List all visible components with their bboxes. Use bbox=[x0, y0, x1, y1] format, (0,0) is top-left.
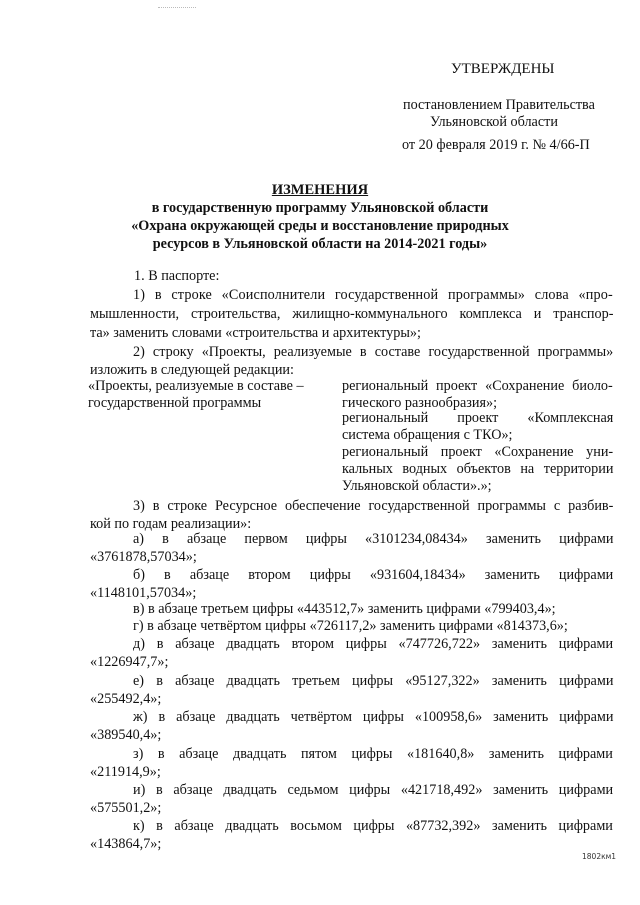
item-v: в) в абзаце третьем цифры «443512,7» заменить цифрами «799403,4»; bbox=[133, 601, 556, 617]
table-right-line-1: региональный проект «Сохранение биоло- bbox=[342, 378, 613, 394]
item-a-cont: «3761878,57034»; bbox=[90, 549, 197, 565]
heading-title: ИЗМЕНЕНИЯ bbox=[271, 182, 369, 198]
item-z-cont: «211914,9»; bbox=[90, 764, 161, 780]
item-z: з) в абзаце двадцать пятом цифры «181640,8» заменить цифрами bbox=[133, 746, 613, 762]
approval-title: УТВЕРЖДЕНЫ bbox=[451, 61, 555, 77]
item-g: г) в абзаце четвёртом цифры «726117,2» заменить цифрами «814373,6»; bbox=[133, 618, 568, 634]
paragraph-2-line-1: 2) строку «Проекты, реализуемые в составе государственной программы» bbox=[133, 344, 614, 360]
table-right-line-6: кальных водных объектов на территории bbox=[342, 461, 614, 477]
approval-line-3: от 20 февраля 2019 г. № 4/66-П bbox=[402, 137, 590, 153]
paragraph-1-line-1: 1) в строке «Соисполнители государственной программы» слова «про- bbox=[133, 287, 613, 303]
table-right-line-4: система обращения с ТКО»; bbox=[342, 427, 513, 443]
item-i-cont: «575501,2»; bbox=[90, 800, 162, 816]
paragraph-3-line-1: 3) в строке Ресурсное обеспечение государственной программы с разбив- bbox=[133, 498, 614, 514]
heading-line-2: «Охрана окружающей среды и восстановление природных bbox=[131, 218, 509, 234]
footer-code: 1802км1 bbox=[582, 852, 617, 861]
item-b-cont: «1148101,57034»; bbox=[90, 585, 197, 601]
item-d: д) в абзаце двадцать втором цифры «747726,722» заменить цифрами bbox=[133, 636, 614, 652]
paragraph-2-line-2: изложить в следующей редакции: bbox=[90, 362, 294, 378]
table-right-line-3 bbox=[342, 409, 613, 427]
table-right-line-2: гического разнообразия»; bbox=[342, 395, 498, 411]
item-k: к) в абзаце двадцать восьмом цифры «87732,392» заменить цифрами bbox=[133, 818, 613, 834]
item-zh-cont: «389540,4»; bbox=[90, 727, 162, 743]
paragraph-1-line-2: мышленности, строительства, жилищно-коммунального комплекса и транспор- bbox=[90, 306, 614, 322]
item-e: е) в абзаце двадцать третьем цифры «95127,322» заменить цифрами bbox=[133, 673, 614, 689]
paragraph-1-line-3: та» заменить словами «строительства и архитектуры»; bbox=[90, 325, 421, 341]
heading-line-3: ресурсов в Ульяновской области на 2014-2021 годы» bbox=[152, 236, 488, 252]
paragraph-3-line-2: кой по годам реализации»: bbox=[90, 516, 252, 532]
item-i: и) в абзаце двадцать седьмом цифры «421718,492» заменить цифрами bbox=[133, 782, 614, 798]
approval-line-1: постановлением Правительства bbox=[403, 97, 595, 113]
item-e-cont: «255492,4»; bbox=[90, 691, 162, 707]
table-right-line-7: Ульяновской области».»; bbox=[342, 478, 492, 494]
item-b: б) в абзаце втором цифры «931604,18434» заменить цифрами bbox=[133, 567, 614, 583]
table-left-line-2: государственной программы bbox=[88, 395, 262, 411]
item-k-cont: «143864,7»; bbox=[90, 836, 162, 852]
item-zh: ж) в абзаце двадцать четвёртом цифры «100958,6» заменить цифрами bbox=[133, 709, 614, 725]
table-right-line-5: региональный проект «Сохранение уни- bbox=[342, 444, 614, 460]
scan-artifact bbox=[158, 7, 196, 9]
item-d-cont: «1226947,7»; bbox=[90, 654, 169, 670]
approval-line-2: Ульяновской области bbox=[430, 114, 558, 130]
heading-line-1: в государственную программу Ульяновской области bbox=[151, 200, 489, 216]
item-a: а) в абзаце первом цифры «3101234,08434» заменить цифрами bbox=[133, 531, 614, 547]
table-right-line-3-text: региональный проект «Комплексная bbox=[342, 410, 614, 426]
section-passport: 1. В паспорте: bbox=[134, 268, 220, 284]
table-left-line-1: «Проекты, реализуемые в составе – bbox=[88, 378, 304, 394]
